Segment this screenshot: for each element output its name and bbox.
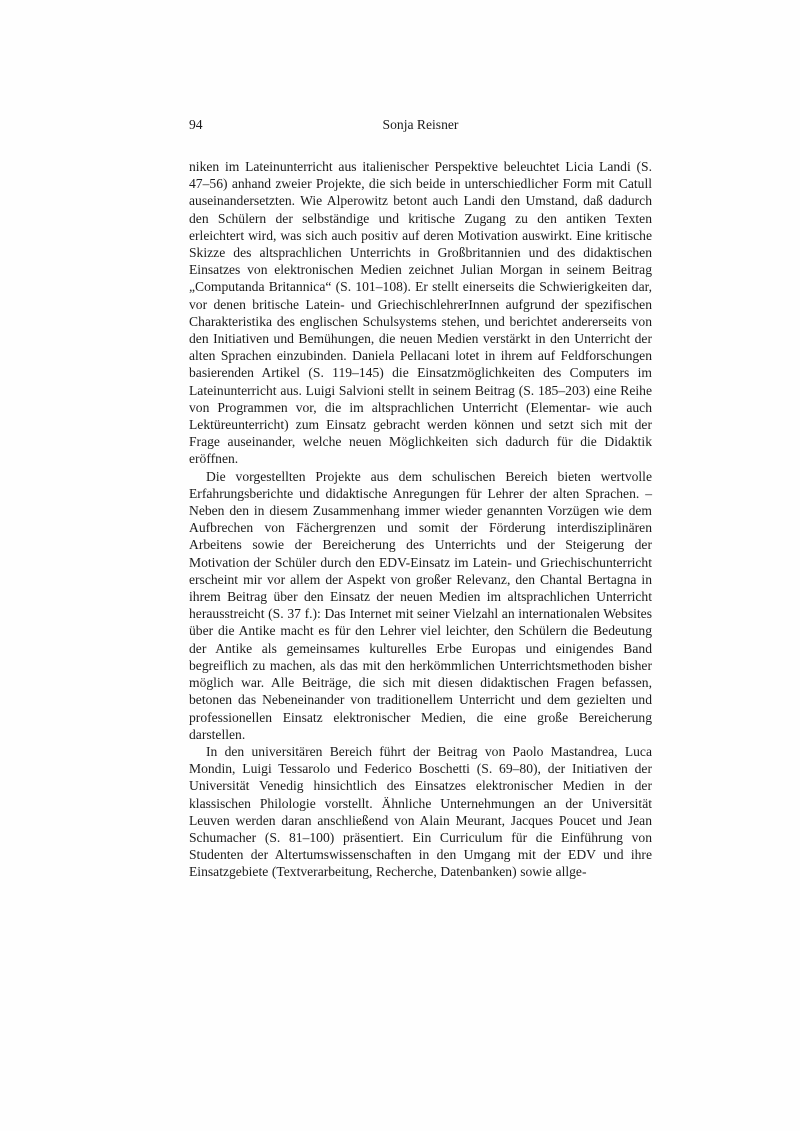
paragraph-school-projects: Die vorgestellten Projekte aus dem schulischen Bereich bieten wertvolle Erfahrungsberichte und didaktische Anregungen für Lehrer der alten Sprachen. – Neben den in diesem Zusammenhang immer wieder genannten Vorzügen wie dem Aufbrechen von Fächergrenzen und somit der Förderung interdisziplinären Arbeitens sowie der Bereicherung des Unterrichts und der Steigerung der Motivation der Schüler durch den EDV-Einsatz im Latein- und Griechischunterricht erscheint mir vor allem der Aspekt von großer Relevanz, den Chantal Bertagna in ihrem Beitrag über den Einsatz der neuen Medien im altsprachlichen Unterricht herausstreicht (S. 37 f.): Das Internet mit seiner Vielzahl an internationalen Websites über die Antike macht es für den Lehrer viel leichter, den Schülern die Bedeutung der Antike als gemeinsames kulturelles Erbe Europas und einigendes Band begreiflich zu machen, als das mit den herkömmlichen Unterrichtsmethoden bisher möglich war. Alle Beiträge, die sich mit diesen didaktischen Fragen befassen, betonen das Nebeneinander von traditionellem Unterricht und dem gezielten und professionellen Einsatz elektronischer Medien, die eine große Bereicherung darstellen. — [189, 468, 652, 742]
text-block — [189, 116, 652, 881]
paragraph-continuation: niken im Lateinunterricht aus italienischer Perspektive beleuchtet Licia Landi (S. 47–56) anhand zweier Projekte, die sich beide in unterschiedlicher Form mit Catull auseinandersetzten. Wie Alperowitz betont auch Landi den Umstand, daß dadurch den Schülern der selbständige und kritische Zugang zu den antiken Texten erleichtert wird, was sich auch positiv auf deren Motivation auswirkt. Eine kritische Skizze des altsprachlichen Unterrichts in Großbritannien und des didaktischen Einsatzes von elektronischen Medien zeichnet Julian Morgan in seinem Beitrag „Computanda Britannica“ (S. 101–108). Er stellt einerseits die Schwierigkeiten dar, vor denen britische Latein- und GriechischlehrerInnen aufgrund der spezifischen Charakteristika des englischen Schulsystems stehen, und berichtet andererseits von den Initiativen und Bemühungen, die neuen Medien verstärkt in den Unterricht der alten Sprachen einzubinden. Daniela Pellacani lotet in ihrem auf Feldforschungen basierenden Artikel (S. 119–145) die Einsatzmöglichkeiten des Computers im Lateinunterricht aus. Luigi Salvioni stellt in seinem Beitrag (S. 185–203) eine Reihe von Programmen vor, die im altsprachlichen Unterricht (Elementar- wie auch Lektüreunterricht) zum Einsatz gebracht werden können und setzt sich mit der Frage auseinander, welche neuen Möglichkeiten sich dadurch für die Didaktik eröffnen. — [189, 159, 652, 467]
page-number: 94 — [189, 117, 203, 132]
page-header — [189, 116, 652, 133]
running-head: Sonja Reisner — [382, 117, 459, 132]
paragraph-university: In den universitären Bereich führt der Beitrag von Paolo Mastandrea, Luca Mondin, Luigi Tessarolo und Federico Boschetti (S. 69–80), der Initiativen der Universität Venedig hinsichtlich des Einsatzes elektronischer Medien in der klassischen Philologie vorstellt. Ähnliche Unternehmungen an der Universität Leuven werden daran anschließend von Alain Meurant, Jacques Poucet und Jean Schumacher (S. 81–100) präsentiert. Ein Curriculum für die Einführung von Studenten der Altertumswissenschaften in den Umgang mit der EDV und ihre Einsatzgebiete (Textverarbeitung, Recherche, Datenbanken) sowie allge- — [189, 743, 652, 880]
